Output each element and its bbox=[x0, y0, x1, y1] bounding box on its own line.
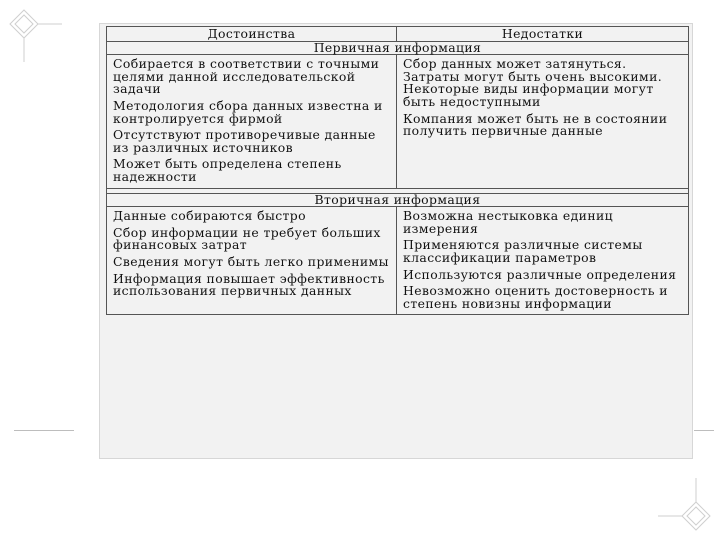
table-header-row bbox=[107, 27, 689, 42]
list-item: Сведения могут быть легко применимы bbox=[113, 253, 389, 269]
list-item: Информация повышает эффективность использования первичных данных bbox=[113, 270, 385, 299]
list-item: Отсутствуют противоречивые данные из различных источников bbox=[113, 127, 376, 155]
corner-ornament-bottom-right bbox=[654, 474, 714, 534]
primary-disadvantages-cell bbox=[397, 55, 689, 188]
primary-advantages-cell bbox=[107, 55, 397, 188]
section-title-row bbox=[107, 193, 689, 207]
section-title-primary: Первичная информация bbox=[107, 41, 689, 55]
secondary-advantages-cell bbox=[107, 207, 397, 315]
decorative-rule-left bbox=[14, 430, 74, 431]
corner-ornament-top-left bbox=[6, 6, 66, 66]
list-item: Применяются различные системы классификации параметров bbox=[403, 237, 643, 265]
list-item: Методология сбора данных известна и контролируется фирмой bbox=[113, 97, 383, 126]
decorative-rule-right bbox=[694, 430, 714, 431]
list-item: Может быть определена степень надежности bbox=[113, 156, 342, 184]
secondary-disadvantages-cell bbox=[397, 207, 689, 315]
list-item: Невозможно оценить достоверность и степень новизны информации bbox=[403, 283, 668, 311]
list-item: Используются различные определения bbox=[403, 266, 677, 282]
list-item: Собирается в соответствии с точными целями данной исследовательской задачи bbox=[113, 56, 380, 97]
section-title-row bbox=[107, 41, 689, 55]
list-item: Данные собираются быстро bbox=[113, 208, 306, 224]
list-item: Сбор данных может затянуться. Затраты могут быть очень высокими. Некоторые виды информации могут быть недоступными bbox=[403, 56, 663, 109]
comparison-table bbox=[106, 26, 689, 315]
section-content-row bbox=[107, 207, 689, 315]
section-content-row bbox=[107, 55, 689, 188]
section-title-secondary: Вторичная информация bbox=[107, 193, 689, 207]
table-image-frame bbox=[100, 24, 692, 458]
header-advantages: Достоинства bbox=[107, 27, 397, 42]
list-item: Компания может быть не в состоянии получить первичные данные bbox=[403, 110, 668, 139]
list-item: Возможна нестыковка единиц измерения bbox=[403, 208, 614, 236]
list-item: Сбор информации не требует больших финансовых затрат bbox=[113, 224, 381, 253]
header-disadvantages: Недостатки bbox=[397, 27, 689, 42]
